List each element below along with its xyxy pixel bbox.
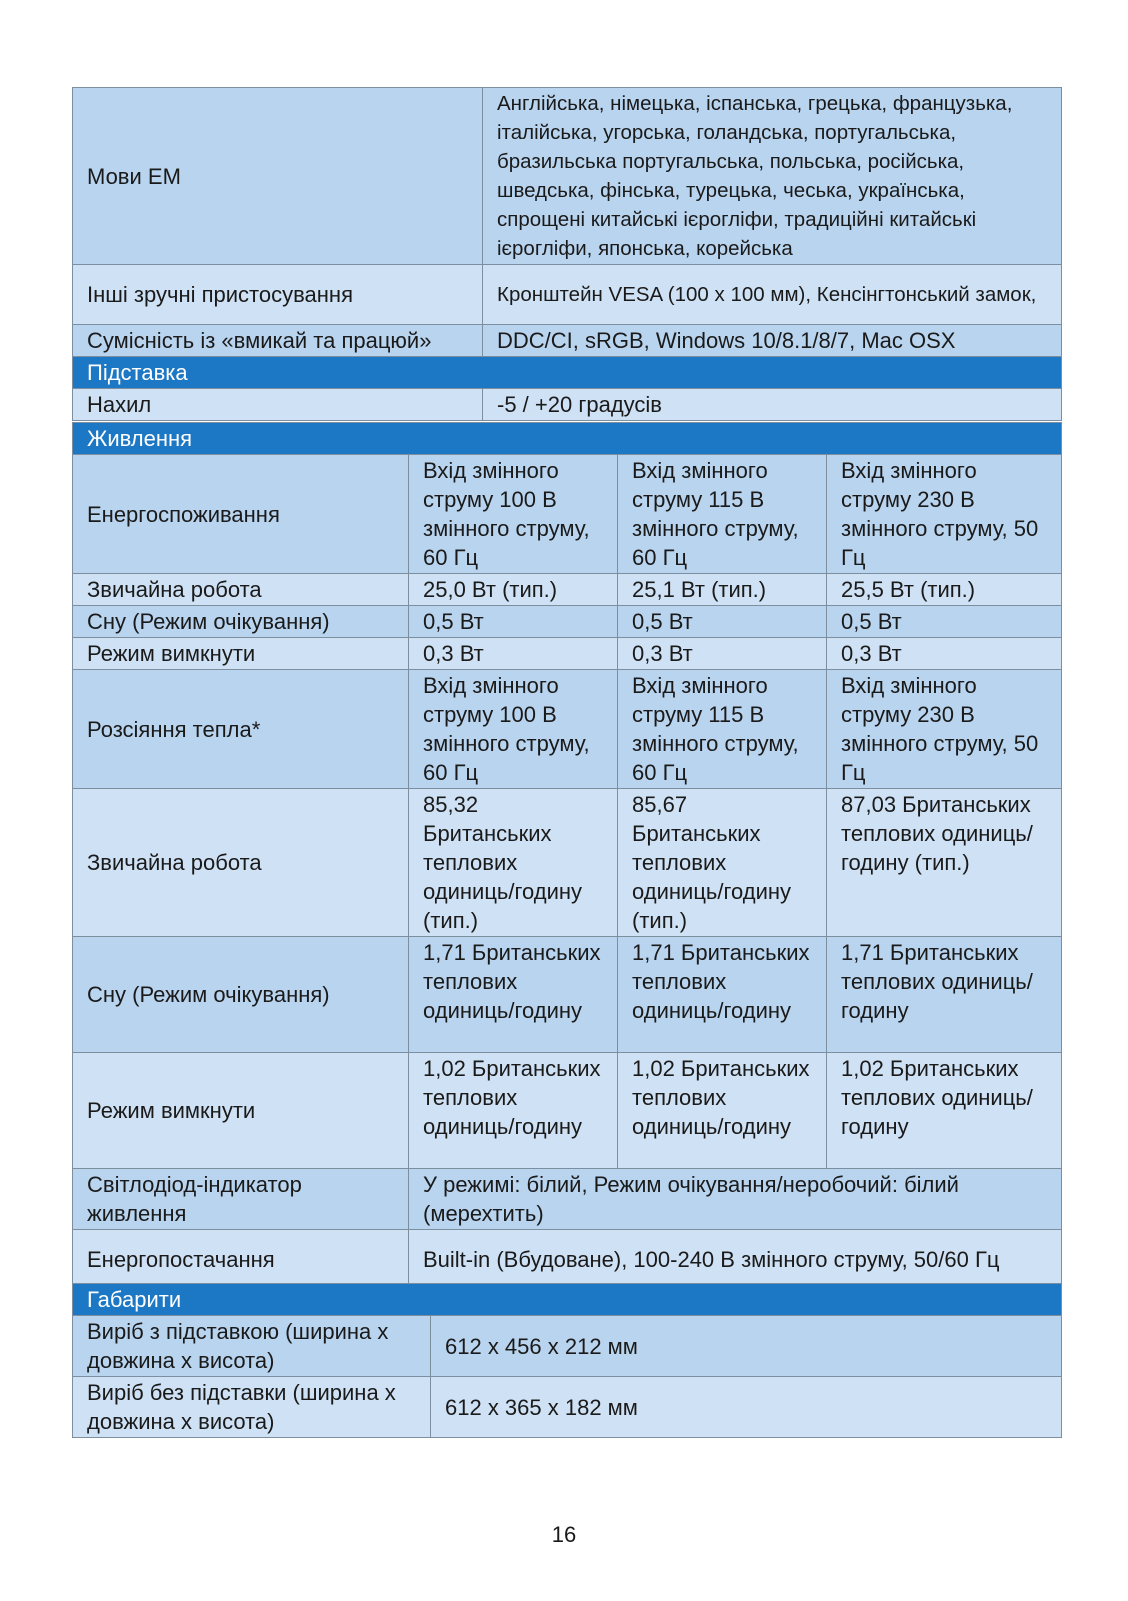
spec-table-dimensions <box>72 1283 1062 1438</box>
cell-230v: Вхід змінного струму 230 В змінного струму, 50 Гц <box>827 455 1062 574</box>
row-value: Кронштейн VESA (100 x 100 мм), Кенсінгтонський замок, <box>483 265 1062 325</box>
cell-115v: 0,3 Вт <box>618 638 827 670</box>
cell-115v: 25,1 Вт (тип.) <box>618 574 827 606</box>
cell-100v: 85,32 Британських теплових одиниць/годину (тип.) <box>409 789 618 937</box>
row-label: Режим вимкнути <box>73 638 409 670</box>
cell-115v: Вхід змінного струму 115 В змінного струму, 60 Гц <box>618 455 827 574</box>
cell-100v: Вхід змінного струму 100 В змінного струму, 60 Гц <box>409 670 618 789</box>
row-label: Сну (Режим очікування) <box>73 606 409 638</box>
table-row <box>73 389 1062 421</box>
table-row <box>73 638 1062 670</box>
row-value: 612 x 456 x 212 мм <box>431 1316 1062 1377</box>
cell-230v: Вхід змінного струму 230 В змінного струму, 50 Гц <box>827 670 1062 789</box>
cell-230v: 25,5 Вт (тип.) <box>827 574 1062 606</box>
table-row <box>73 606 1062 638</box>
cell-230v: 0,5 Вт <box>827 606 1062 638</box>
table-row <box>73 670 1062 789</box>
section-header-dimensions <box>73 1284 1062 1316</box>
cell-115v: 1,02 Британських теплових одиниць/годину <box>618 1053 827 1169</box>
cell-115v: 85,67 Британських теплових одиниць/годину (тип.) <box>618 789 827 937</box>
cell-100v: 1,71 Британських теплових одиниць/годину <box>409 937 618 1053</box>
cell-115v: 0,5 Вт <box>618 606 827 638</box>
row-label: Звичайна робота <box>73 789 409 937</box>
table-row <box>73 1316 1062 1377</box>
table-row <box>73 1230 1062 1289</box>
cell-230v: 0,3 Вт <box>827 638 1062 670</box>
row-label: Світлодіод-індикатор живлення <box>73 1169 409 1230</box>
table-row <box>73 1169 1062 1230</box>
row-label: Звичайна робота <box>73 574 409 606</box>
table-row <box>73 574 1062 606</box>
section-title: Живлення <box>73 423 1062 455</box>
section-title: Підставка <box>73 357 1062 389</box>
row-label: Режим вимкнути <box>73 1053 409 1169</box>
row-label: Нахил <box>73 389 483 421</box>
cell-100v: 0,3 Вт <box>409 638 618 670</box>
row-value: Англійська, німецька, іспанська, грецька, французька, італійська, угорська, голандська, португальська, бразильська португальська, польська, російська, шведська, фінська, турецька, чеська, українська, спрощені китайські ієрогліфи, традиційні китайські ієрогліфи, японська, корейська <box>483 88 1062 265</box>
row-label: Інші зручні пристосування <box>73 265 483 325</box>
table-row <box>73 1053 1062 1169</box>
section-header-stand <box>73 357 1062 389</box>
cell-230v: 1,71 Британських теплових одиниць/годину <box>827 937 1062 1053</box>
table-row <box>73 88 1062 265</box>
cell-100v: 1,02 Британських теплових одиниць/годину <box>409 1053 618 1169</box>
table-row <box>73 1377 1062 1438</box>
table-row <box>73 789 1062 937</box>
section-title: Габарити <box>73 1284 1062 1316</box>
row-label: Енергоспоживання <box>73 455 409 574</box>
row-label: Виріб без підставки (ширина x довжина x висота) <box>73 1377 431 1438</box>
cell-100v: 0,5 Вт <box>409 606 618 638</box>
row-label: Виріб з підставкою (ширина x довжина x висота) <box>73 1316 431 1377</box>
cell-100v: 25,0 Вт (тип.) <box>409 574 618 606</box>
section-header-power <box>73 423 1062 455</box>
spec-table-power <box>72 422 1062 1289</box>
row-label: Мови ЕМ <box>73 88 483 265</box>
row-label: Розсіяння тепла* <box>73 670 409 789</box>
table-row <box>73 937 1062 1053</box>
table-row <box>73 455 1062 574</box>
row-value: Built-in (Вбудоване), 100-240 В змінного струму, 50/60 Гц <box>409 1230 1062 1289</box>
row-value: DDC/CI, sRGB, Windows 10/8.1/8/7, Mac OSX <box>483 325 1062 357</box>
row-value: -5 / +20 градусів <box>483 389 1062 421</box>
cell-115v: Вхід змінного струму 115 В змінного струму, 60 Гц <box>618 670 827 789</box>
table-row <box>73 325 1062 357</box>
page-number: 16 <box>551 1522 577 1547</box>
cell-100v: Вхід змінного струму 100 В змінного струму, 60 Гц <box>409 455 618 574</box>
spec-table-general <box>72 87 1062 421</box>
cell-115v: 1,71 Британських теплових одиниць/годину <box>618 937 827 1053</box>
table-row <box>73 265 1062 325</box>
cell-230v: 1,02 Британських теплових одиниць/годину <box>827 1053 1062 1169</box>
row-value: 612 x 365 x 182 мм <box>431 1377 1062 1438</box>
row-value: У режимі: білий, Режим очікування/неробочий: білий (мерехтить) <box>409 1169 1062 1230</box>
row-label: Сумісність із «вмикай та працюй» <box>73 325 483 357</box>
row-label: Сну (Режим очікування) <box>73 937 409 1053</box>
cell-230v: 87,03 Британських теплових одиниць/годину (тип.) <box>827 789 1062 937</box>
row-label: Енергопостачання <box>73 1230 409 1289</box>
